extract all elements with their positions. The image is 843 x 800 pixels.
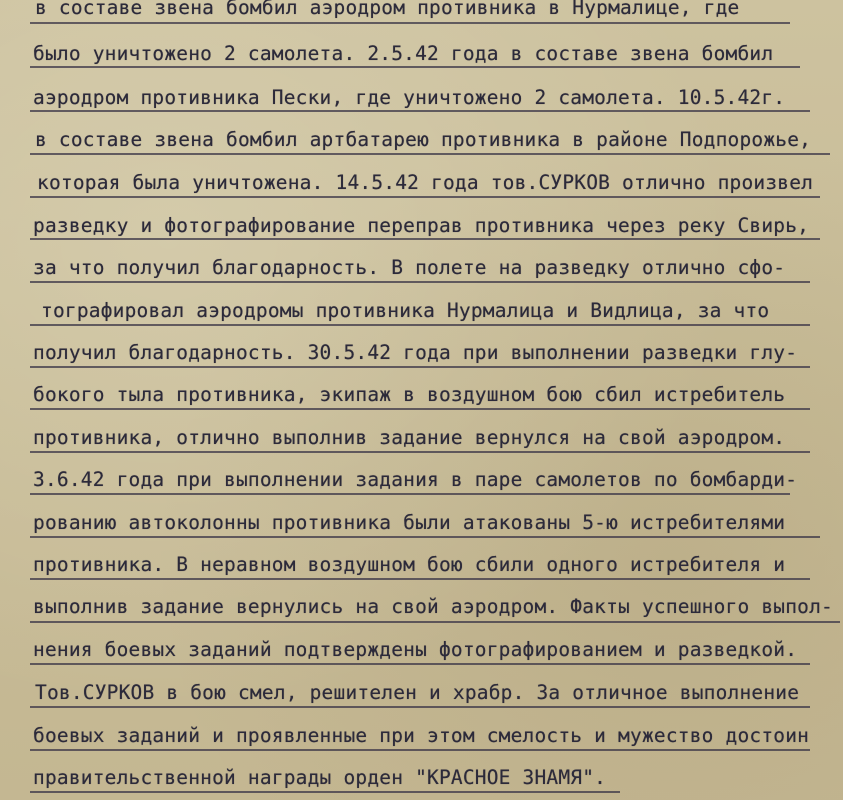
text-line: правительственной награды орден "КРАСНОЕ ЗНАМЯ". [33, 766, 607, 789]
pencil-underline [30, 22, 790, 24]
pencil-underline [30, 451, 810, 453]
text-line: нения боевых заданий подтверждены фотографированием и разведкой. [33, 638, 798, 661]
pencil-underline [30, 578, 810, 580]
pencil-underline [30, 196, 820, 198]
pencil-underline [30, 408, 810, 410]
text-line: за что получил благодарность. В полете на разведку отлично сфо- [33, 256, 786, 279]
pencil-underline [30, 536, 820, 538]
text-line: противника, отлично выполнив задание вернулся на свой аэродром. [33, 426, 786, 449]
pencil-underline [30, 663, 810, 665]
text-line: противника. В неравном воздушном бою сбили одного истребителя и [33, 553, 786, 576]
text-line: аэродром противника Пески, где уничтожено 2 самолета. 10.5.42г. [33, 86, 786, 109]
pencil-underline [30, 791, 620, 793]
pencil-underline [30, 324, 810, 326]
pencil-underline [30, 281, 810, 283]
text-line: выполнив задание вернулись на свой аэродром. Факты успешного выпол- [33, 595, 833, 618]
pencil-underline [30, 749, 810, 751]
pencil-underline [30, 366, 810, 368]
pencil-underline [30, 238, 820, 240]
pencil-underline [30, 621, 840, 623]
text-line: которая была уничтожена. 14.5.42 года тов.СУРКОВ отлично произвел [37, 171, 814, 194]
text-line: разведку и фотографирование переправ противника через реку Свирь, [33, 214, 810, 237]
text-line: рованию автоколонны противника были атакованы 5-ю истребителями [33, 511, 786, 534]
text-line: было уничтожено 2 самолета. 2.5.42 года в составе звена бомбил [33, 42, 774, 65]
pencil-underline [30, 706, 810, 708]
pencil-underline [30, 493, 790, 495]
text-line: в составе звена бомбил артбатарею противника в районе Подпорожье, [35, 128, 812, 151]
text-line: 3.6.42 года при выполнении задания в паре самолетов по бомбарди- [33, 468, 798, 491]
text-line: в составе звена бомбил аэродром противника в Нурмалице, где [35, 0, 740, 19]
pencil-underline [30, 110, 810, 112]
pencil-underline [30, 153, 830, 155]
pencil-underline [30, 66, 800, 68]
text-line: Тов.СУРКОВ в бою смел, решителен и храбр. За отличное выполнение [35, 681, 800, 704]
text-line: получил благодарность. 30.5.42 года при выполнении разведки глу- [33, 341, 798, 364]
text-line: боевых заданий и проявленные при этом смелость и мужество достоин [33, 724, 810, 747]
text-line: тографировал аэродромы противника Нурмалица и Видлица, за что [41, 299, 770, 322]
text-line: бокого тыла противника, экипаж в воздушном бою сбил истребитель [33, 383, 786, 406]
